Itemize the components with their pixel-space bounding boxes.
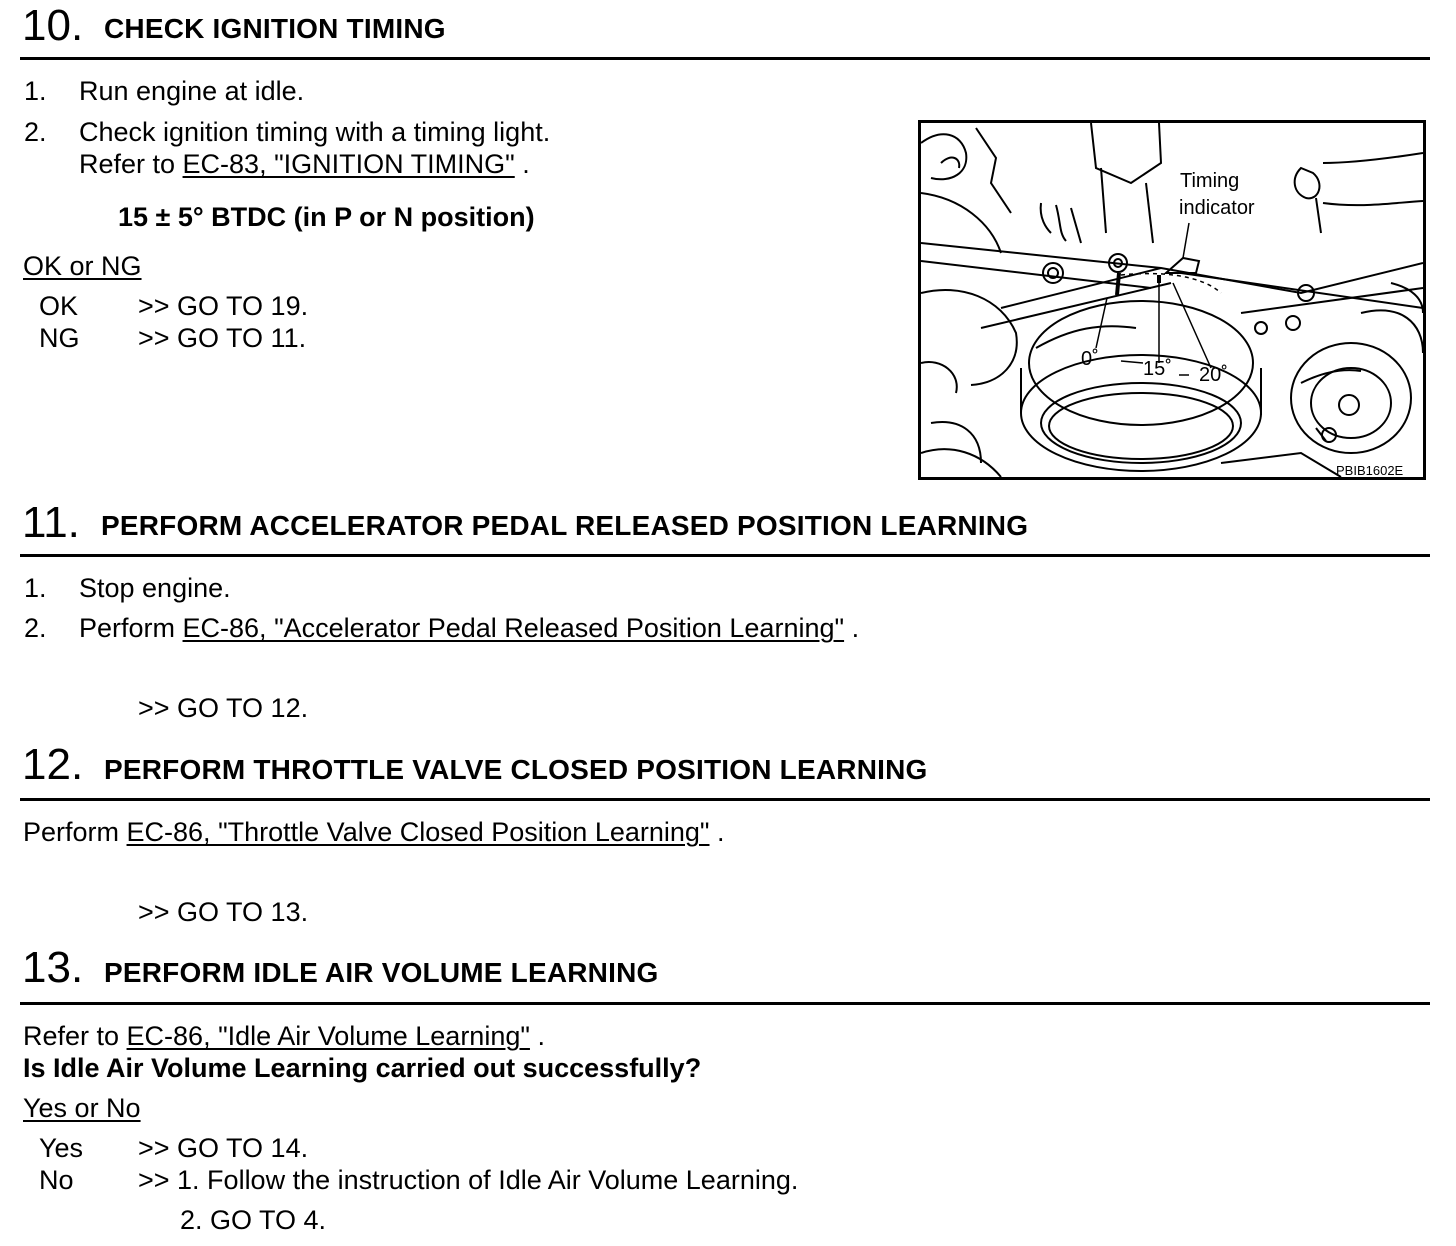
step-10-title: CHECK IGNITION TIMING: [104, 13, 446, 44]
step-11-number: 11.: [22, 498, 80, 547]
perform-suffix: .: [844, 613, 860, 643]
perform-prefix: Perform: [79, 613, 183, 643]
result-no-second-action: 2. GO TO 4.: [180, 1205, 327, 1235]
throttle-valve-learning-link[interactable]: EC-86, "Throttle Valve Closed Position Learning": [126, 817, 710, 847]
result-ng-label: NG: [39, 323, 80, 353]
mark-0-label: 0˚: [1081, 348, 1099, 370]
result-no-action: >> 1. Follow the instruction of Idle Air Volume Learning.: [138, 1165, 799, 1195]
result-yes-action: >> GO TO 14.: [138, 1133, 309, 1163]
ignition-timing-spec: 15 ± 5° BTDC (in P or N position): [118, 202, 535, 232]
step-11-item-2-line: [79, 613, 859, 643]
step-13-number: 13.: [22, 943, 84, 992]
step-12-divider: [20, 798, 1430, 801]
step-12-number: 12.: [22, 740, 84, 789]
accelerator-pedal-learning-link[interactable]: EC-86, "Accelerator Pedal Released Position Learning": [182, 613, 845, 643]
idle-air-volume-learning-link[interactable]: EC-86, "Idle Air Volume Learning": [126, 1021, 530, 1051]
engine-pulley-drawing: [921, 123, 1423, 477]
refer-suffix: .: [514, 149, 530, 179]
step-10-divider: [20, 57, 1430, 60]
step-12-goto: >> GO TO 13.: [138, 897, 309, 927]
step-11-item-2-number: 2.: [24, 613, 47, 643]
perform-prefix: Perform: [23, 817, 127, 847]
step-11-item-1-number: 1.: [24, 573, 47, 603]
step-10-item-1-text: Run engine at idle.: [79, 76, 305, 106]
yes-or-no-label: Yes or No: [23, 1093, 141, 1123]
timing-indicator-label-line2: indicator: [1179, 197, 1255, 219]
result-ok-action: >> GO TO 19.: [138, 291, 309, 321]
step-10-refer-line: [79, 149, 530, 179]
step-13-refer-line: [23, 1021, 545, 1051]
refer-prefix: Refer to: [23, 1021, 127, 1051]
step-13-divider: [20, 1002, 1430, 1005]
result-ng-action: >> GO TO 11.: [138, 323, 307, 353]
mark-20-label: 20˚: [1199, 364, 1228, 386]
perform-suffix: .: [709, 817, 725, 847]
mark-15-label: 15˚: [1143, 358, 1172, 380]
result-no-label: No: [39, 1165, 74, 1195]
step-13-title: PERFORM IDLE AIR VOLUME LEARNING: [104, 957, 659, 988]
timing-indicator-label-line1: Timing: [1180, 170, 1240, 192]
timing-illustration: [918, 120, 1426, 480]
step-11-goto: >> GO TO 12.: [138, 693, 309, 723]
step-10-item-1-number: 1.: [24, 76, 47, 106]
result-ok-label: OK: [39, 291, 79, 321]
ignition-timing-link[interactable]: EC-83, "IGNITION TIMING": [182, 149, 515, 179]
step-13-question: Is Idle Air Volume Learning carried out successfully?: [23, 1053, 702, 1083]
ok-or-ng-label: OK or NG: [23, 251, 142, 281]
step-12-title: PERFORM THROTTLE VALVE CLOSED POSITION LEARNING: [104, 754, 928, 785]
refer-prefix: Refer to: [79, 149, 183, 179]
step-11-divider: [20, 554, 1430, 557]
step-10-item-2-text: Check ignition timing with a timing light.: [79, 117, 551, 147]
step-10-item-2-number: 2.: [24, 117, 47, 147]
step-11-item-1-text: Stop engine.: [79, 573, 231, 603]
step-11-title: PERFORM ACCELERATOR PEDAL RELEASED POSITION LEARNING: [101, 510, 1029, 541]
step-12-instruction: [23, 817, 725, 847]
step-10-number: 10.: [22, 1, 84, 50]
refer-suffix: .: [529, 1021, 545, 1051]
result-yes-label: Yes: [39, 1133, 84, 1163]
figure-code: PBIB1602E: [1336, 463, 1404, 477]
